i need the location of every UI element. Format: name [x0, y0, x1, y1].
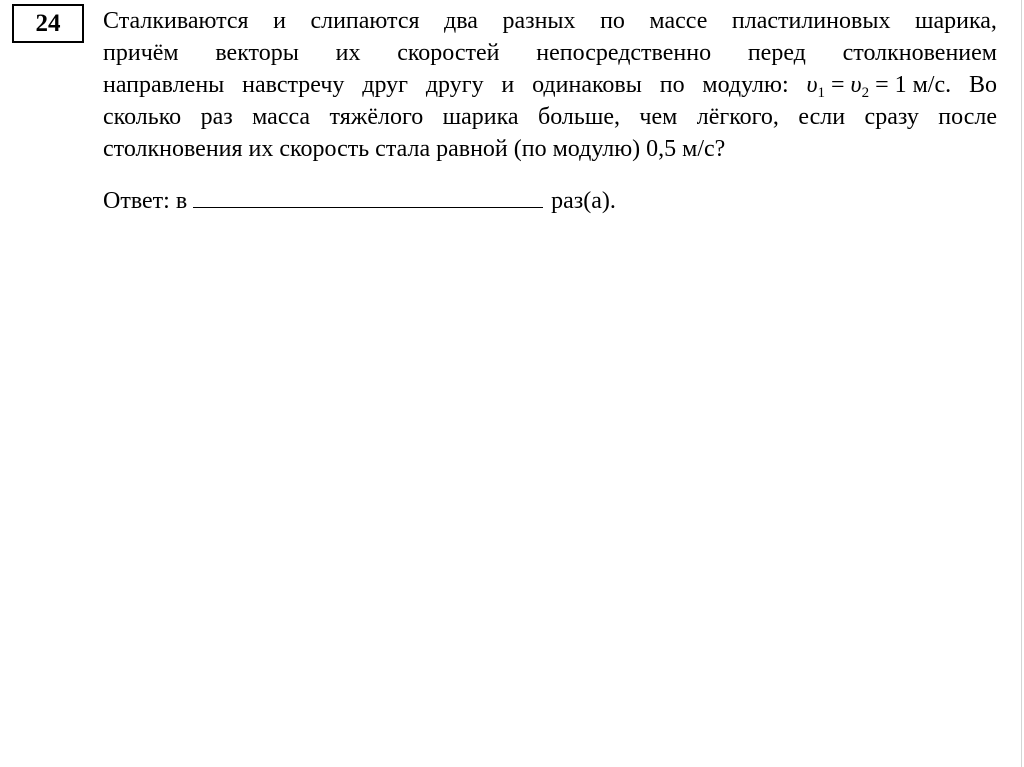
word: масса: [252, 104, 311, 130]
task-line-1: [103, 6, 997, 36]
word: шарика,: [914, 8, 997, 34]
word: шарика: [442, 104, 519, 130]
word: перед: [747, 40, 806, 66]
word: слипаются: [310, 8, 420, 34]
word: и: [501, 72, 515, 98]
word: и: [273, 8, 286, 34]
word: одинаковы: [532, 72, 642, 98]
subscript-1: 1: [817, 85, 825, 101]
task-line-2: [103, 38, 997, 68]
word: массе: [649, 8, 708, 34]
word: тяжёлого: [329, 104, 424, 130]
speed-value: = 1 м/с.: [869, 72, 952, 98]
word: по: [659, 72, 685, 98]
task-number: 24: [35, 9, 61, 37]
word: сразу: [864, 104, 919, 130]
word: лёгкого,: [696, 104, 779, 130]
word: непосредственно: [536, 40, 712, 66]
velocity-symbol: υ: [850, 72, 862, 98]
word: их: [335, 40, 361, 66]
word: два: [444, 8, 478, 34]
word: столкновением: [842, 40, 997, 66]
word: причём: [103, 40, 179, 66]
answer-blank-field[interactable]: [193, 187, 543, 208]
word: после: [938, 104, 997, 130]
word: Во: [968, 72, 997, 98]
task-line-4: [103, 102, 997, 132]
word: пластилиновых: [731, 8, 891, 34]
task-number-box: [12, 4, 84, 43]
word: сколько: [103, 104, 182, 130]
word: другу: [425, 72, 484, 98]
equals-sign: =: [825, 72, 851, 98]
answer-prefix: Ответ: в: [103, 188, 188, 214]
subscript-2: 2: [861, 85, 870, 101]
word: друг: [362, 72, 408, 98]
word: модулю:: [702, 72, 789, 98]
task-line-5: [103, 134, 997, 164]
word: направлены: [103, 72, 225, 98]
word: разных: [502, 8, 576, 34]
page-edge-divider: [1021, 0, 1022, 767]
answer-suffix: раз(а).: [551, 188, 616, 214]
word: скоростей: [397, 40, 500, 66]
answer-line: [103, 186, 616, 216]
word: по: [600, 8, 625, 34]
velocity-symbol: υ: [806, 72, 818, 98]
word: раз: [200, 104, 233, 130]
speed-formula: [806, 70, 951, 103]
word: векторы: [215, 40, 299, 66]
word: навстречу: [242, 72, 345, 98]
word: если: [798, 104, 846, 130]
word: больше,: [538, 104, 620, 130]
word: Сталкиваются: [103, 8, 249, 34]
task-last-line-text: столкновения их скорость стала равной (по модулю) 0,5 м/с?: [103, 136, 726, 162]
task-line-3: [103, 70, 997, 103]
word: чем: [639, 104, 678, 130]
